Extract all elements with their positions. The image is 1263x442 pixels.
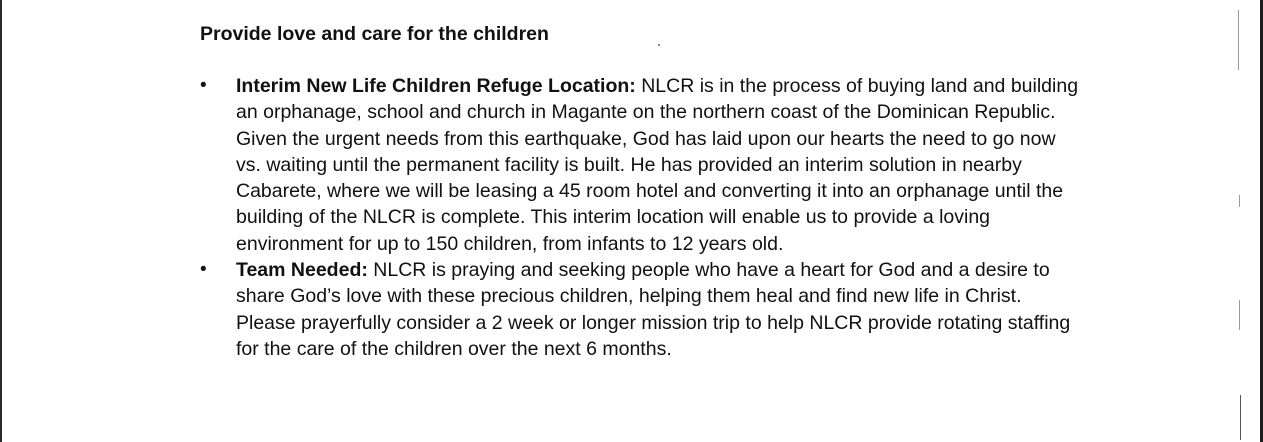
scan-mark (1238, 10, 1239, 70)
list-item (200, 257, 1080, 362)
item-text: NLCR is in the process of buying land and building an orphanage, school and church in Magante on the northern coast of the Dominican Republic. Given the urgent needs from this earthquake, God has laid upon our hearts the need to go now vs. waiting until the permanent facility is built. He has provided an interim solution in nearby Cabarete, where we will be leasing a 45 room hotel and converting it into an orphanage until the building of the NLCR is complete. This interim location will enable us to provide a loving environment for up to 150 children, from infants to 12 years old. (236, 75, 1079, 255)
scan-speck (658, 44, 660, 46)
bullet-icon: • (200, 75, 207, 96)
section-heading: Provide love and care for the children (200, 23, 549, 45)
scan-mark (1240, 395, 1241, 440)
list-item (200, 73, 1080, 257)
bullet-list (200, 73, 1080, 362)
item-text: NLCR is praying and seeking people who have a heart for God and a desire to share God’s love with these precious children, helping them heal and find new life in Christ. Please prayerfully consider a 2 week or longer mission trip to help NLCR provide rotating staffing for the care of the children over the next 6 months. (236, 259, 1071, 360)
item-title: Interim New Life Children Refuge Location: (236, 75, 636, 97)
page-left-edge (0, 0, 2, 442)
scan-mark (1239, 195, 1240, 207)
bullet-icon: • (200, 259, 207, 281)
scan-mark (1239, 300, 1240, 330)
item-title: Team Needed: (236, 259, 368, 282)
